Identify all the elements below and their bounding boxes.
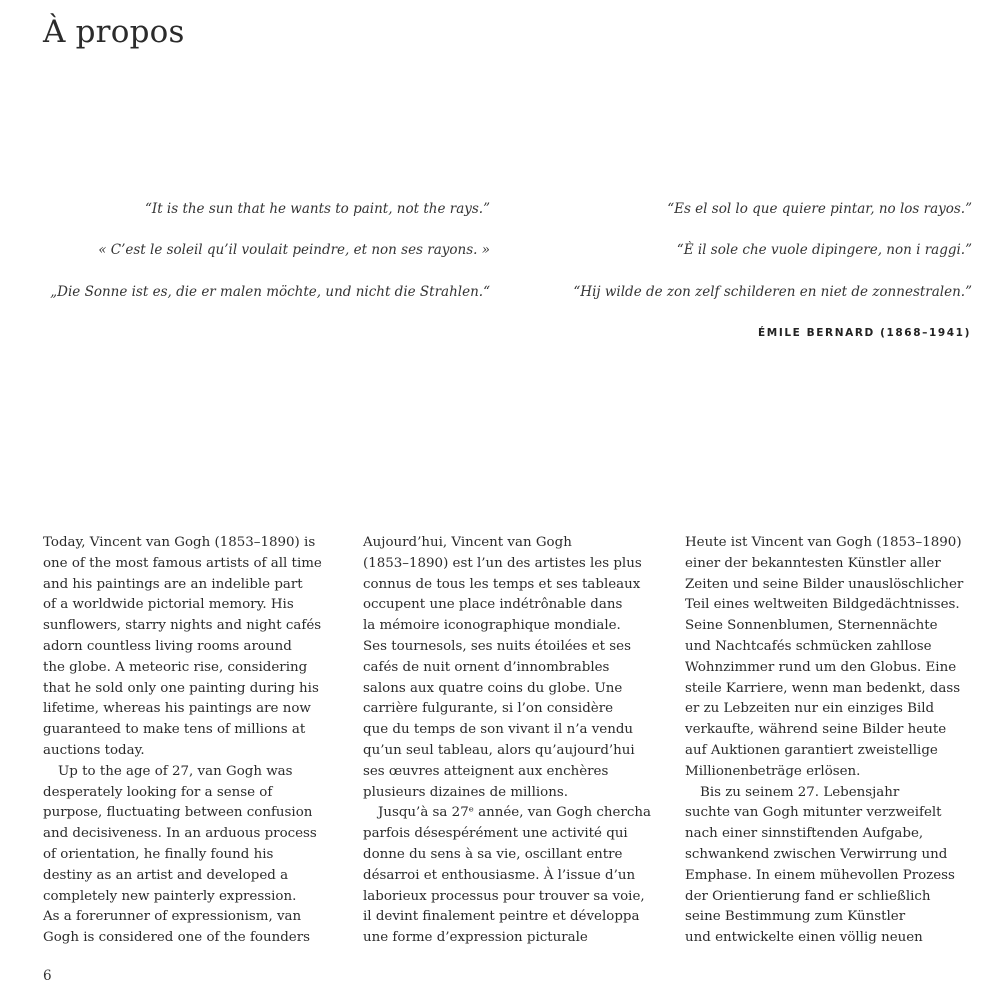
text-line: connus de tous les temps et ses tableaux: [363, 576, 641, 592]
body-column-english: [43, 533, 339, 949]
text-line: que du temps de son vivant il n’a vendu: [363, 722, 634, 738]
text-line: and decisiveness. In an arduous process: [43, 826, 317, 842]
text-line: destiny as an artist and developed a: [43, 867, 289, 883]
text-line: lifetime, whereas his paintings are now: [43, 701, 311, 717]
text-line: Today, Vincent van Gogh (1853–1890) is: [43, 535, 316, 550]
text-line: Jusqu’à sa 27ᵉ année, van Gogh chercha: [378, 805, 651, 821]
quote-english: “It is the sun that he wants to paint, not the rays.”: [144, 201, 490, 217]
page-title: À propos: [43, 14, 185, 50]
text-line: laborieux processus pour trouver sa voie,: [363, 888, 645, 904]
text-line: donne du sens à sa vie, oscillant entre: [363, 846, 623, 862]
text-line: plusieurs dizaines de millions.: [363, 784, 568, 800]
text-line: und entwickelte einen völlig neuen: [685, 930, 923, 946]
text-line: and his paintings are an indelible part: [43, 576, 303, 592]
text-line: Bis zu seinem 27. Lebensjahr: [700, 784, 900, 800]
text-line: nach einer sinnstiftenden Aufgabe,: [685, 826, 924, 842]
text-line: Emphase. In einem mühevollen Prozess: [685, 867, 955, 883]
text-line: Aujourd’hui, Vincent van Gogh: [363, 535, 572, 550]
quote-italian: “È il sole che vuole dipingere, non i raggi.”: [676, 242, 972, 258]
text-line: salons aux quatre coins du globe. Une: [363, 680, 623, 696]
text-line: one of the most famous artists of all time: [43, 555, 322, 571]
quote-french: « C’est le soleil qu’il voulait peindre, et non ses rayons. »: [98, 242, 490, 258]
body-column-german: [685, 533, 985, 949]
body-column-french: [363, 533, 659, 949]
text-line: qu’un seul tableau, alors qu’aujourd’hui: [363, 742, 635, 758]
text-line: Heute ist Vincent van Gogh (1853–1890): [685, 535, 962, 550]
text-line: As a forerunner of expressionism, van: [43, 909, 302, 925]
text-line: occupent une place indétrônable dans: [363, 597, 623, 613]
text-line: (1853–1890) est l’un des artistes les plus: [363, 555, 642, 571]
text-line: und Nachtcafés schmücken zahllose: [685, 638, 932, 654]
text-line: Teil eines weltweiten Bildgedächtnisses.: [685, 597, 960, 613]
text-line: suchte van Gogh mitunter verzweifelt: [685, 805, 942, 821]
text-line: of orientation, he finally found his: [43, 846, 274, 862]
text-line: il devint finalement peintre et développa: [363, 909, 640, 925]
text-line: la mémoire iconographique mondiale.: [363, 618, 621, 634]
text-line: Millionenbeträge erlösen.: [685, 763, 861, 779]
text-line: guaranteed to make tens of millions at: [43, 722, 306, 738]
text-line: auctions today.: [43, 742, 145, 758]
text-line: seine Bestimmung zum Künstler: [685, 909, 906, 925]
text-line: auf Auktionen garantiert zweistellige: [685, 742, 938, 758]
quote-german: „Die Sonne ist es, die er malen möchte, und nicht die Strahlen.“: [50, 284, 490, 300]
text-line: einer der bekanntesten Künstler aller: [685, 555, 941, 571]
text-line: Up to the age of 27, van Gogh was: [58, 763, 293, 779]
text-line: carrière fulgurante, si l’on considère: [363, 701, 614, 717]
text-line: steile Karriere, wenn man bedenkt, dass: [685, 680, 961, 696]
text-line: désarroi et enthousiasme. À l’issue d’un: [363, 867, 636, 883]
text-line: desperately looking for a sense of: [43, 784, 273, 800]
text-line: purpose, fluctuating between confusion: [43, 805, 313, 821]
text-line: der Orientierung fand er schließlich: [685, 888, 931, 904]
text-line: Ses tournesols, ses nuits étoilées et ses: [363, 638, 631, 654]
text-line: Seine Sonnenblumen, Sternennächte: [685, 618, 938, 634]
text-line: ses œuvres atteignent aux enchères: [363, 763, 609, 779]
text-line: une forme d’expression picturale: [363, 930, 588, 946]
text-line: adorn countless living rooms around: [43, 638, 292, 654]
text-line: cafés de nuit ornent d’innombrables: [363, 659, 610, 675]
text-line: completely new painterly expression.: [43, 888, 297, 904]
text-line: verkaufte, während seine Bilder heute: [685, 722, 947, 738]
text-line: parfois désespérément une activité qui: [363, 826, 628, 842]
text-line: the globe. A meteoric rise, considering: [43, 659, 308, 675]
text-line: er zu Lebzeiten nur ein einziges Bild: [685, 701, 935, 717]
text-line: Gogh is considered one of the founders: [43, 930, 310, 946]
text-line: Zeiten und seine Bilder unauslöschlicher: [685, 576, 964, 592]
text-line: that he sold only one painting during his: [43, 680, 319, 696]
quote-dutch: “Hij wilde de zon zelf schilderen en niet de zonnestralen.”: [573, 284, 972, 300]
text-line: schwankend zwischen Verwirrung und: [685, 846, 948, 862]
quote-spanish: “Es el sol lo que quiere pintar, no los rayos.”: [667, 201, 972, 217]
text-line: of a worldwide pictorial memory. His: [43, 597, 294, 613]
text-line: Wohnzimmer rund um den Globus. Eine: [685, 659, 957, 675]
quote-attribution: ÉMILE BERNARD (1868–1941): [758, 327, 971, 339]
page-number: 6: [43, 968, 52, 984]
text-line: sunflowers, starry nights and night cafés: [43, 618, 322, 634]
